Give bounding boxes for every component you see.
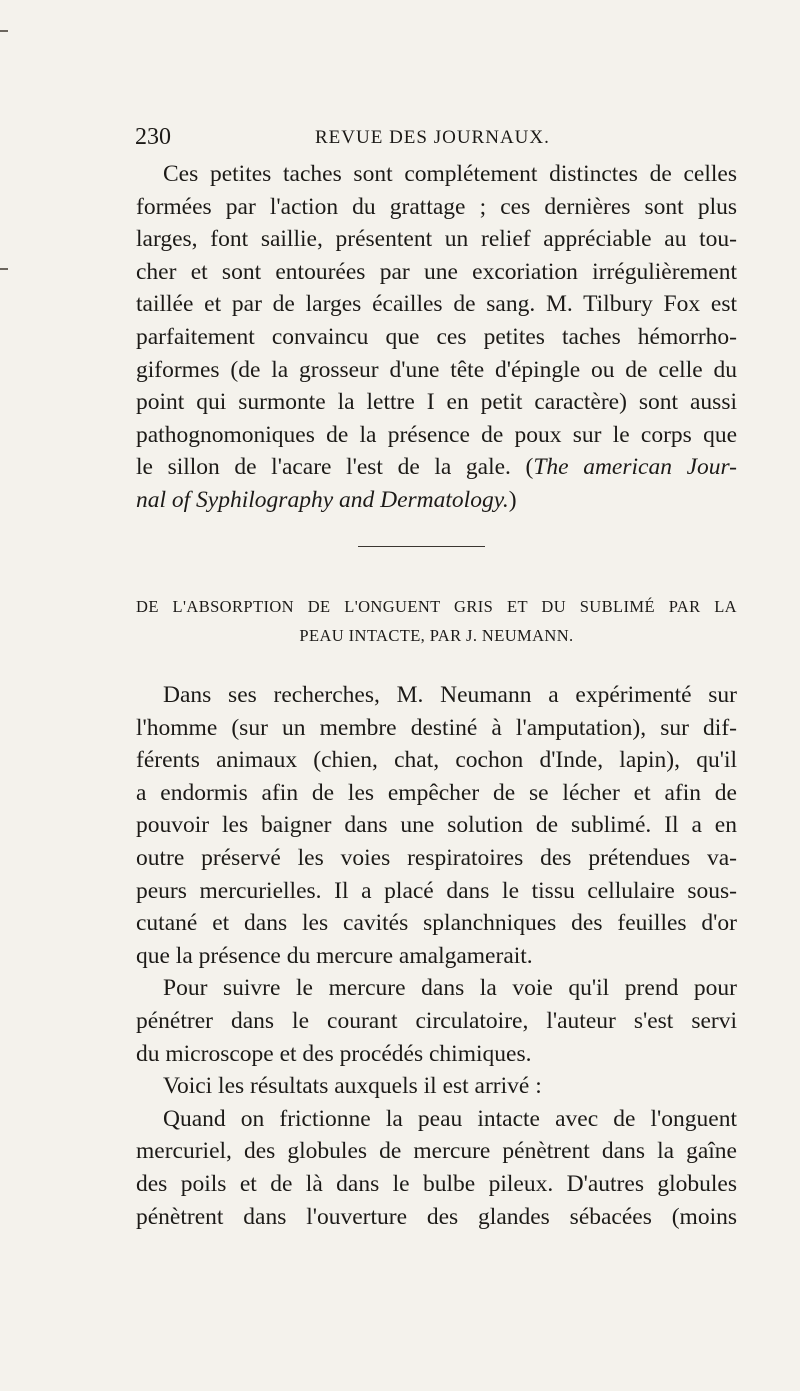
text-line: pénétrer dans le courant circulatoire, l'auteur s'est servi: [136, 1007, 737, 1034]
running-title: REVUE DES JOURNAUX.: [315, 127, 550, 148]
text-line: férents animaux (chien, chat, cochon d'Inde, lapin), qu'il: [136, 747, 737, 774]
text-line: des poils et de là dans le bulbe pileux. D'autres globules: [136, 1170, 737, 1197]
section-heading: [136, 592, 737, 650]
text-line: peurs mercurielles. Il a placé dans le tissu cellulaire sous-: [136, 877, 737, 904]
text-line: pouvoir les baigner dans une solution de sublimé. Il a en: [136, 812, 737, 839]
page-number: 230: [135, 124, 171, 150]
text-line: Dans ses recherches, M. Neumann a expérimenté sur: [163, 682, 737, 708]
page-edge-mark: [0, 268, 8, 270]
text-line: giformes (de la grosseur d'une tête d'épingle ou de celle du: [136, 356, 737, 383]
text-line: Ces petites taches sont complétement distinctes de celles: [163, 161, 737, 187]
text-line: Pour suivre le mercure dans la voie qu'il prend pour: [163, 975, 737, 1002]
text-line: parfaitement convaincu que ces petites taches hémorrho-: [136, 323, 737, 350]
section-divider: [358, 546, 485, 547]
text-line: Quand on frictionne la peau intacte avec de l'onguent: [163, 1105, 737, 1132]
text-line: formées par l'action du grattage ; ces dernières sont plus: [136, 193, 737, 220]
text-line: point qui surmonte la lettre I en petit caractère) sont aussi: [136, 389, 737, 416]
text-line: pénètrent dans l'ouverture des glandes sébacées (moins: [136, 1203, 737, 1230]
text-line: du microscope et des procédés chimiques.: [136, 1040, 532, 1067]
article-body: [136, 679, 737, 1233]
text-segment: ): [508, 486, 517, 513]
section-heading-line: PEAU INTACTE, PAR J. NEUMANN.: [299, 626, 574, 645]
page-header: [135, 122, 735, 152]
text-line-with-citation: [136, 484, 737, 517]
text-line: a endormis afin de les empêcher de se lécher et afin de: [136, 779, 737, 806]
text-line: outre préservé les voies respiratoires des prétendues va-: [136, 844, 737, 871]
text-line: l'homme (sur un membre destiné à l'amputation), sur dif-: [136, 714, 737, 741]
journal-citation: The american Jour-: [533, 454, 738, 481]
text-line: larges, font saillie, présentent un relief appréciable au tou-: [136, 226, 737, 253]
journal-citation: nal of Syphilography and Dermatology.: [136, 486, 509, 513]
text-line: pathognomoniques de la présence de poux sur le corps que: [136, 421, 737, 448]
text-line: Voici les résultats auxquels il est arrivé :: [163, 1073, 542, 1100]
text-line: que la présence du mercure amalgamerait.: [136, 942, 533, 969]
text-line-with-citation: [136, 451, 737, 484]
text-line: cher et sont entourées par une excoriation irrégulièrement: [136, 258, 737, 285]
page-edge-mark: [0, 30, 8, 32]
text-line: taillée et par de larges écailles de sang. M. Tilbury Fox est: [136, 291, 737, 318]
text-line: cutané et dans les cavités splanchniques des feuilles d'or: [136, 910, 737, 937]
section-heading-line: DE L'ABSORPTION DE L'ONGUENT GRIS ET DU SUBLIMÉ PAR LA: [136, 597, 737, 616]
paragraph-tilbury-fox: [136, 158, 737, 517]
text-line: mercuriel, des globules de mercure pénètrent dans la gaîne: [136, 1138, 737, 1165]
text-segment: le sillon de l'acare l'est de la gale. (: [136, 454, 534, 481]
